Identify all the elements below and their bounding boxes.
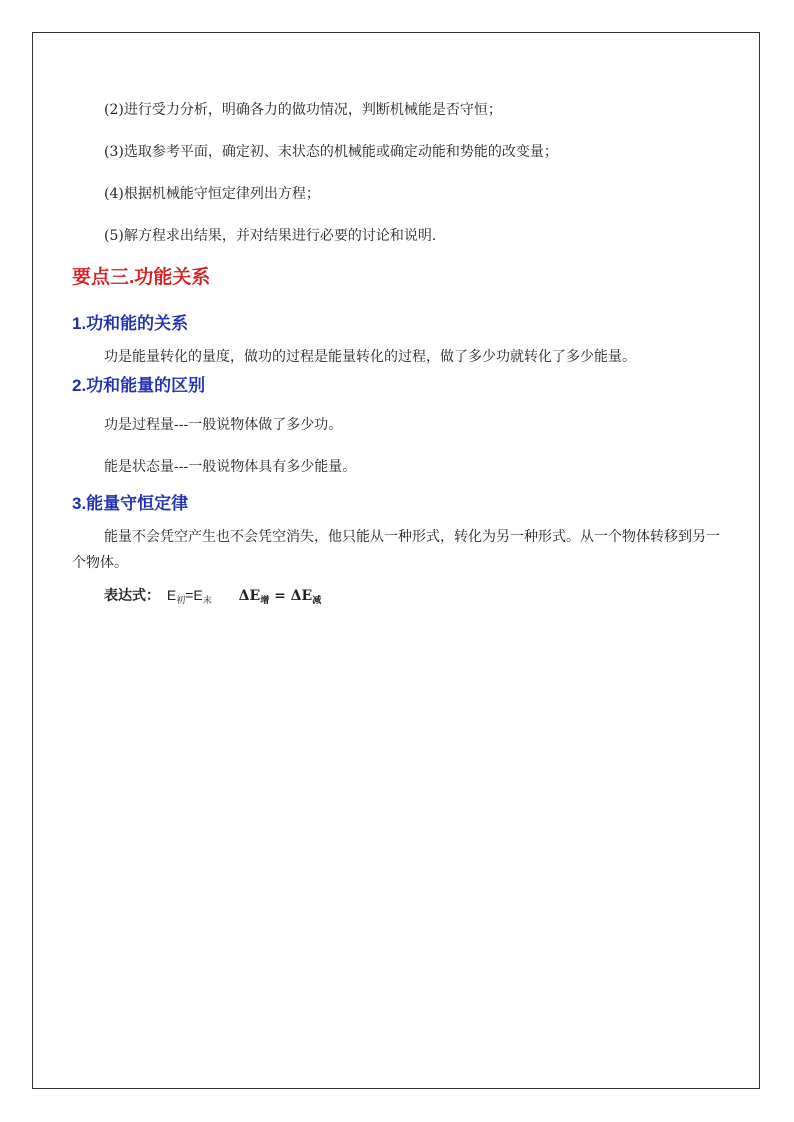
step-4: (4)根据机械能守恒定律列出方程； <box>104 186 320 202</box>
formula-label: 表达式： <box>104 588 160 604</box>
step-2: (2)进行受力分析，明确各力的做功情况，判断机械能是否守恒； <box>104 102 502 118</box>
step-3: (3)选取参考平面，确定初、末状态的机械能或确定动能和势能的改变量； <box>104 144 558 160</box>
subsection-text-2b: 能是状态量---一般说物体具有多少能量。 <box>104 459 357 475</box>
document-body <box>72 100 722 612</box>
section-title: 要点三.功能关系 <box>72 267 211 288</box>
subsection-title-3: 3.能量守恒定律 <box>72 494 189 513</box>
formula-energy-initial-final: $E_初=E_末$ <box>166 587 212 605</box>
subsection-text-2a: 功是过程量---一般说物体做了多少功。 <box>104 417 343 433</box>
formula-delta-energy: $\Delta E_增 = \Delta E_减$ <box>238 588 322 606</box>
step-5: (5)解方程求出结果，并对结果进行必要的讨论和说明. <box>104 228 437 244</box>
subsection-text-3: 能量不会凭空产生也不会凭空消失，他只能从一种形式，转化为另一种形式。从一个物体转移到另一个物体。 <box>72 529 720 571</box>
subsection-text-1: 功是能量转化的量度，做功的过程是能量转化的过程，做了多少功就转化了多少能量。 <box>104 349 636 365</box>
subsection-title-2: 2.功和能量的区别 <box>72 376 206 395</box>
formula-line <box>104 584 722 612</box>
subsection-title-1: 1.功和能的关系 <box>72 314 189 333</box>
